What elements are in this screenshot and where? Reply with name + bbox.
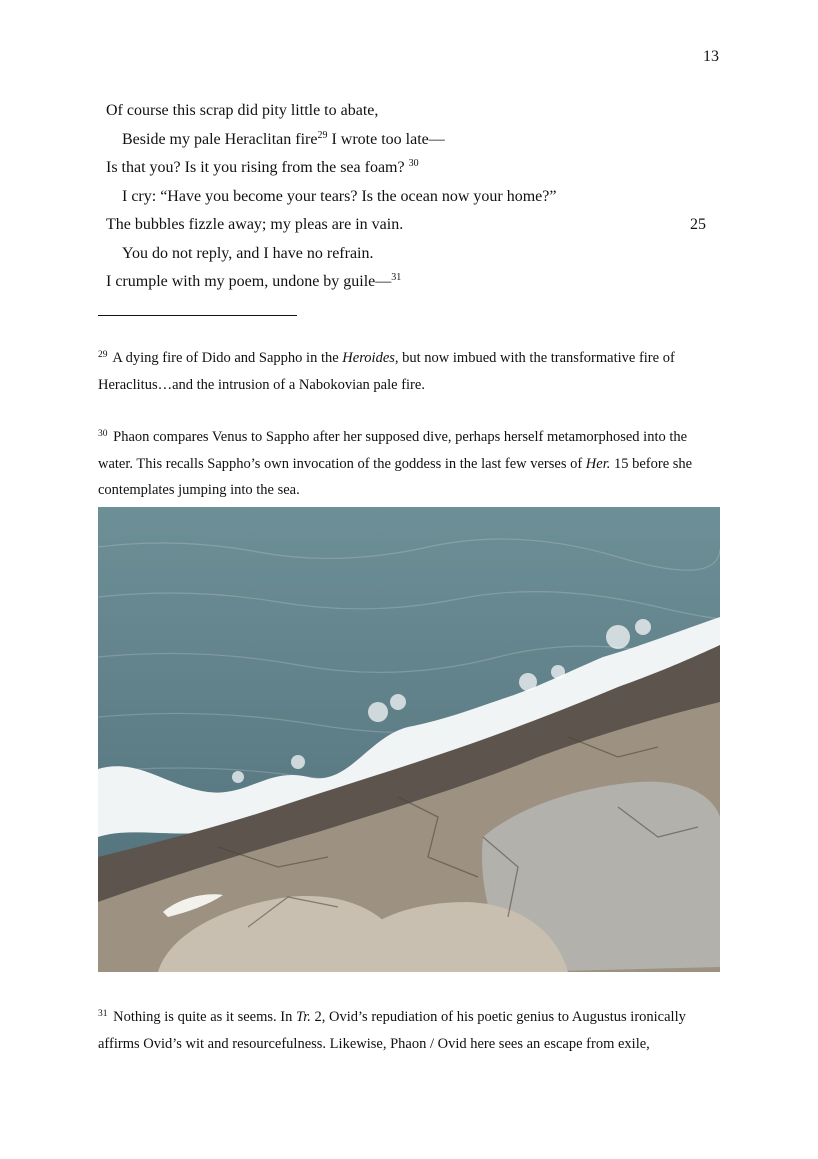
poem-line-text: I cry: “Have you become your tears? Is the ocean now your home?” (122, 187, 557, 205)
poem-line-text: Beside my pale Heraclitan fire (122, 130, 318, 148)
footnote-text: Phaon compares Venus to Sappho after her supposed dive, perhaps herself metamorphosed into the water. This recalls Sappho’s own invocation of the goddess in the last few verses of (98, 429, 688, 472)
poem-line-1 (106, 97, 716, 126)
footnote-mark: 31 (98, 1009, 108, 1019)
footnote-text: 2, Ovid’s repudiation of his poetic genius to Augustus ironically affirms Ovid’s wit and resourcefulness. Likewise, Phaon / Ovid here sees an escape from exile, (98, 1009, 686, 1052)
poem-line-7 (106, 268, 716, 297)
footnote-text: A dying fire of Dido and Sappho in the (109, 350, 343, 366)
footnote-ref-31[interactable]: 31 (391, 272, 402, 283)
footnote-31 (98, 1004, 720, 1057)
footnote-text: 15 before she contemplates jumping into the sea. (98, 455, 693, 498)
poem-line-3 (106, 154, 716, 183)
footnote-mark: 29 (98, 350, 108, 360)
poem-line-text: Of course this scrap did pity little to abate, (106, 102, 379, 119)
poem (106, 97, 716, 297)
footnote-italic: Tr. (295, 1009, 311, 1025)
footnote-mark: 30 (98, 429, 108, 439)
poem-line-text: I wrote too late— (327, 130, 445, 148)
poem-line-2 (106, 126, 716, 155)
line-number: 25 (690, 216, 706, 233)
poem-line-4 (106, 183, 716, 212)
footnote-ref-30[interactable]: 30 (408, 158, 419, 169)
footnote-text: Nothing is quite as it seems. In (109, 1009, 296, 1025)
poem-line-text: You do not reply, and I have no refrain. (122, 244, 374, 262)
poem-line-text: I crumple with my poem, undone by guile— (106, 273, 392, 290)
footnote-ref-29[interactable]: 29 (317, 129, 328, 141)
footnote-text: , but now imbued with the transformative fire of Heraclitus…and the intrusion of a Nabokovian pale fire. (98, 350, 675, 393)
footnote-30 (98, 424, 720, 504)
poem-line-6 (106, 240, 716, 269)
poem-line-text: Is that you? Is it you rising from the sea foam? (106, 159, 409, 176)
poem-line-5 (106, 211, 716, 240)
footnote-separator (98, 315, 297, 316)
footnote-italic: Heroides (342, 350, 395, 366)
page-number: 13 (703, 48, 719, 65)
footnote-29 (98, 345, 720, 398)
seashore-rocks-photo (98, 507, 720, 972)
poem-line-text: The bubbles fizzle away; my pleas are in vain. (106, 216, 404, 233)
footnote-italic: Her. (585, 455, 611, 472)
